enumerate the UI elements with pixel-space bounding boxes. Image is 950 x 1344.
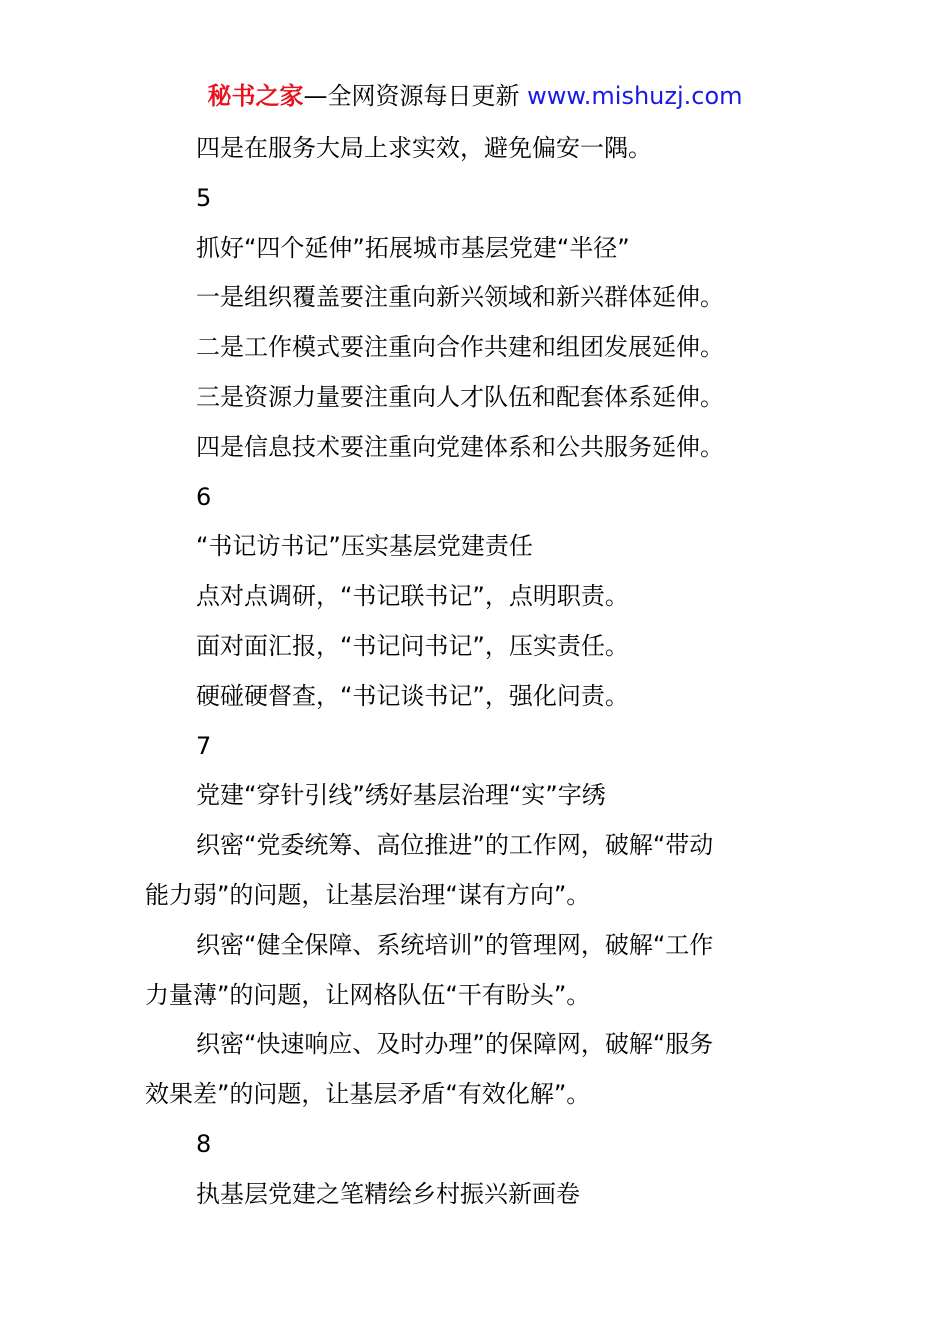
paragraph-line: 一是组织覆盖要注重向新兴领域和新兴群体延伸。 [196, 283, 724, 312]
section-number: 7 [196, 731, 212, 760]
section-number: 8 [196, 1129, 212, 1158]
paragraph-line: 二是工作模式要注重向合作共建和组团发展延伸。 [196, 333, 724, 362]
section-heading: 党建“穿针引线”绣好基层治理“实”字绣 [196, 781, 606, 810]
section-number: 6 [196, 482, 212, 511]
paragraph-line: 三是资源力量要注重向人才队伍和配套体系延伸。 [196, 382, 724, 411]
section-heading: 执基层党建之笔精绘乡村振兴新画卷 [196, 1179, 580, 1208]
paragraph-line: 织密“党委统筹、高位推进”的工作网，破解“带动 [196, 831, 714, 860]
header-tagline: —全网资源每日更新 [303, 82, 520, 110]
paragraph-line: 四是在服务大局上求实效，避免偏安一隅。 [196, 134, 652, 162]
brand-name: 秘书之家 [207, 82, 304, 110]
paragraph-line: 织密“快速响应、及时办理”的保障网，破解“服务 [196, 1030, 714, 1059]
paragraph-line: 硬碰硬督查，“书记谈书记”，强化问责。 [196, 681, 629, 710]
section-number: 5 [196, 183, 212, 212]
paragraph-line: 织密“健全保障、系统培训”的管理网，破解“工作 [196, 930, 714, 959]
paragraph [145, 921, 810, 1021]
document-body [145, 124, 810, 1220]
section-heading: “书记访书记”压实基层党建责任 [196, 532, 533, 561]
section-heading: 抓好“四个延伸”拓展城市基层党建“半径” [196, 233, 630, 262]
paragraph-line: 能力弱”的问题，让基层治理“谋有方向”。 [145, 880, 591, 909]
paragraph [145, 821, 810, 921]
paragraph-line: 力量薄”的问题，让网格队伍“干有盼头”。 [145, 980, 591, 1009]
paragraph-line: 面对面汇报，“书记问书记”，压实责任。 [196, 631, 629, 660]
paragraph-line: 效果差”的问题，让基层矛盾“有效化解”。 [145, 1080, 591, 1109]
site-url[interactable]: www.mishuzj.com [527, 82, 743, 110]
paragraph-line: 点对点调研，“书记联书记”，点明职责。 [196, 582, 629, 611]
site-header [0, 78, 950, 114]
paragraph [145, 1020, 810, 1120]
paragraph-line: 四是信息技术要注重向党建体系和公共服务延伸。 [196, 432, 724, 461]
